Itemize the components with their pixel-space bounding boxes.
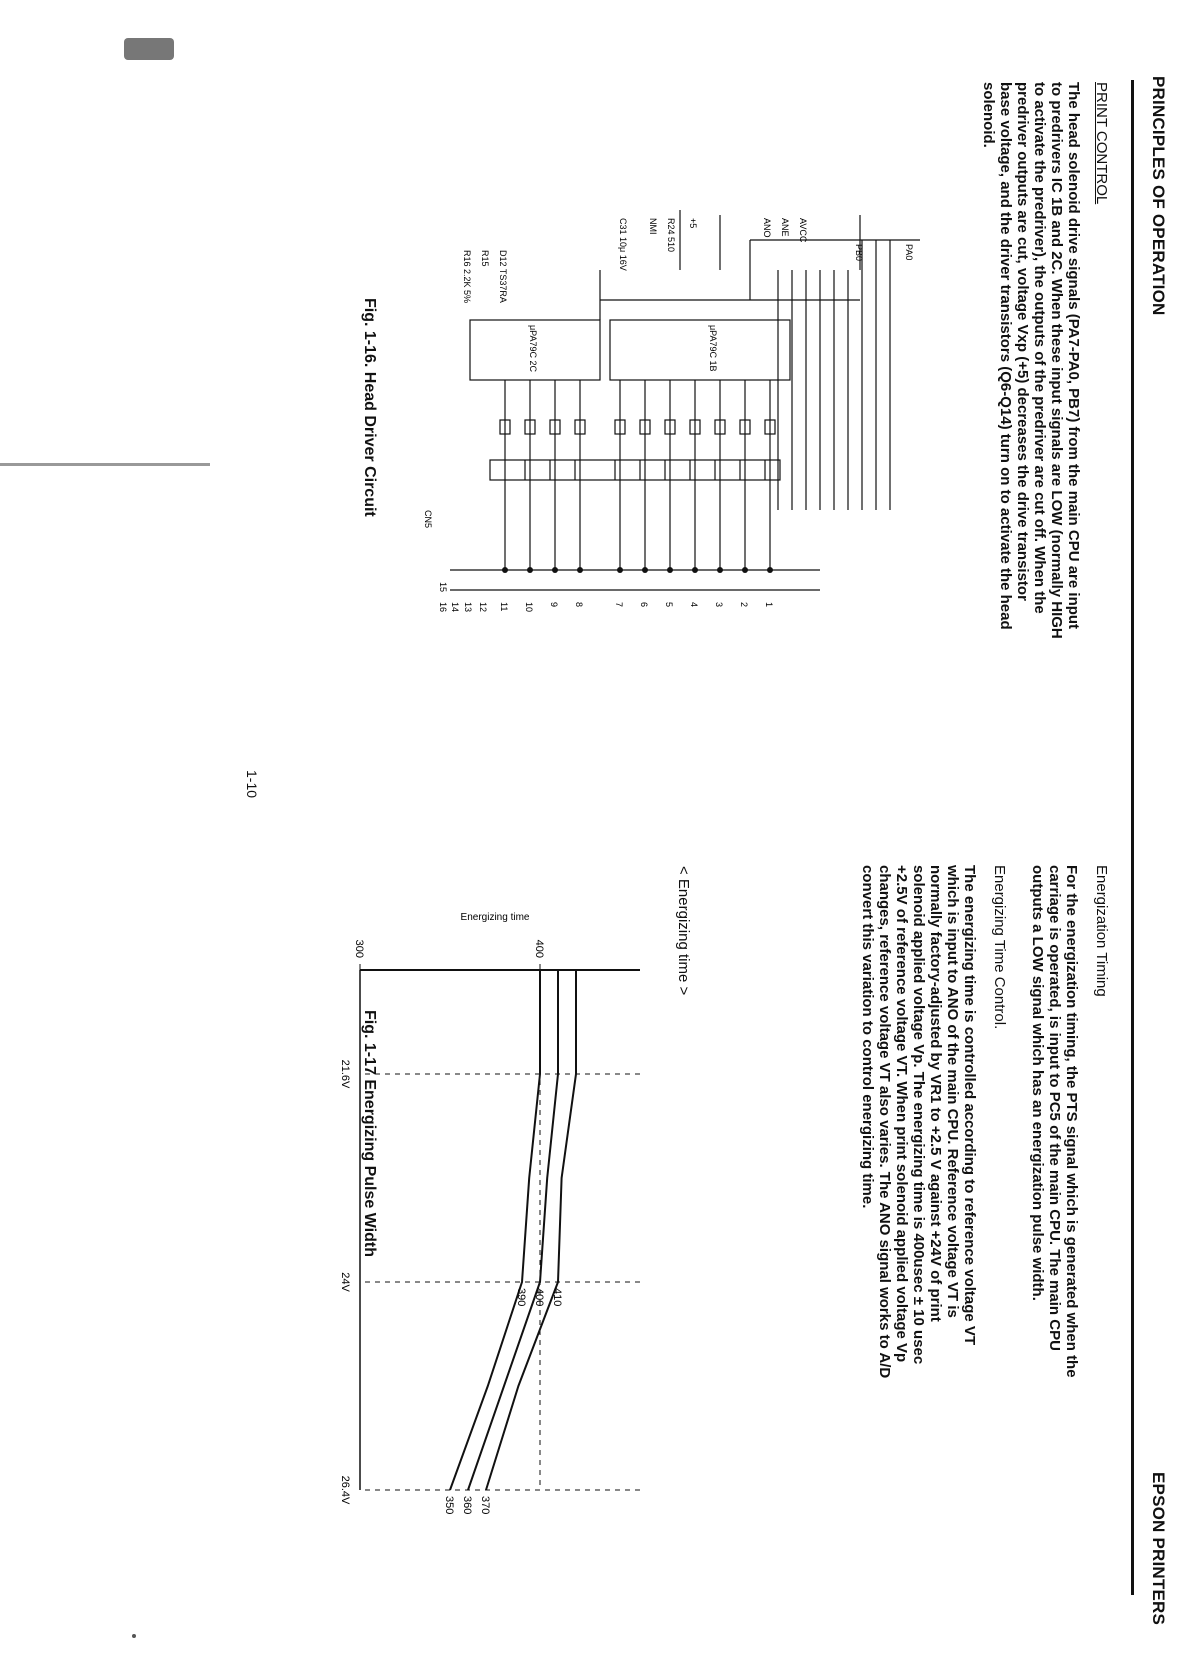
chart-title: < Energizing time > xyxy=(675,866,692,996)
print-control-text xyxy=(980,82,1082,777)
text-line: to activate the predriver), the outputs of the predriver are cut off. When the xyxy=(1031,82,1048,614)
pin-label: 6 xyxy=(639,602,649,608)
label-pb0: PB0 xyxy=(854,244,864,262)
fig16-caption: Fig. 1-16. Head Driver Circuit xyxy=(361,298,378,517)
head-driver-schematic xyxy=(410,210,920,630)
y-axis-label: Energizing time xyxy=(460,912,530,923)
pin-label: 16 xyxy=(438,602,448,613)
pin-label: 2 xyxy=(739,602,749,608)
label-cn5: CN5 xyxy=(423,510,433,529)
text-line: normally factory-adjusted by VR1 to +2.5 V against +24V of print xyxy=(927,865,944,1322)
data-label: 350 xyxy=(443,1496,455,1515)
series-line-nominal xyxy=(468,970,558,1490)
pin-label: 4 xyxy=(689,602,699,608)
pin-label: 5 xyxy=(664,602,674,608)
series-line-upper xyxy=(486,970,576,1490)
pin-label: 9 xyxy=(549,602,559,608)
pin-label: 8 xyxy=(574,602,584,608)
print-control-heading: PRINT CONTROL xyxy=(1093,82,1110,205)
scan-artifact xyxy=(124,38,174,60)
x-tick-label: 24V xyxy=(339,1272,351,1292)
connector-pin-numbers xyxy=(438,582,774,612)
text-line: The head solenoid drive signals (PA7-PA0, PB7) from the main CPU are input xyxy=(1065,82,1082,630)
header-left: PRINCIPLES OF OPERATION xyxy=(1149,76,1168,316)
pin-label: 10 xyxy=(524,602,534,613)
pin-label: 7 xyxy=(614,602,624,608)
label-vcc: +5 xyxy=(688,218,698,229)
label-ic1: μPA79C 1B xyxy=(708,325,718,372)
text-line: outputs a LOW signal which has an energization pulse width. xyxy=(1029,865,1046,1301)
text-line: predriver outputs are cut, voltage Vxp (+5) decreases the drive transistor xyxy=(1014,82,1031,601)
x-tick-label: 26.4V xyxy=(339,1475,351,1505)
label-r24: R24 510 xyxy=(666,218,676,253)
pin-label: 13 xyxy=(463,602,473,613)
pin-label: 15 xyxy=(438,582,448,593)
pin-label: 12 xyxy=(478,602,488,613)
label-avcc: AVCC xyxy=(798,218,808,243)
text-line: solenoid applied voltage Vp. The energizing time is 400usec ± 10 usec xyxy=(910,865,927,1365)
energizing-time-control-heading: Energizing Time Control. xyxy=(991,865,1008,1030)
scan-artifact xyxy=(0,463,210,466)
data-label: 370 xyxy=(479,1496,491,1515)
header-rule xyxy=(1131,80,1134,1595)
label-pa0: PA0 xyxy=(904,244,914,261)
text-line: solenoid. xyxy=(980,82,997,148)
text-line: carriage is operated, is input to PC5 of the main CPU. The main CPU xyxy=(1046,865,1063,1351)
x-tick-label: 21.6V xyxy=(339,1059,351,1089)
pin-label: 14 xyxy=(450,602,460,613)
y-tick-label: 300 xyxy=(353,939,365,958)
text-line: which is input to ANO of the main CPU. Reference voltage VT is xyxy=(944,865,961,1318)
label-c31: C31 10μ 16V xyxy=(618,218,628,271)
energization-timing-heading: Energization Timing xyxy=(1093,865,1110,997)
data-label: 390 xyxy=(515,1288,527,1307)
label-nmi: NMI xyxy=(648,218,658,235)
pin-label: 11 xyxy=(499,602,509,612)
text-line: For the energization timing, the PTS signal which is generated when the xyxy=(1063,865,1080,1378)
y-tick-label: 400 xyxy=(533,939,545,958)
data-label: 360 xyxy=(461,1496,473,1515)
label-d12: D12 TS37RA xyxy=(498,250,508,303)
text-line: The energizing time is controlled according to reference voltage VT xyxy=(961,865,978,1346)
text-line: convert this variation to control energizing time. xyxy=(859,865,876,1209)
text-line: +2.5V of reference voltage VT. When print solenoid applied voltage Vp xyxy=(893,865,910,1363)
label-ano: ANO xyxy=(762,218,772,238)
label-ane: ANE xyxy=(780,218,790,237)
text-line: to predrivers IC 1B and 2C. When these input signals are LOW (normally HIGH xyxy=(1048,82,1065,639)
pin-label: 1 xyxy=(764,602,774,608)
label-r16: R16 2.2K 5% xyxy=(462,250,472,304)
energizing-time-control-text xyxy=(859,865,978,1520)
page-number: 1-10 xyxy=(244,770,260,799)
fig17-caption: Fig. 1-17 Energizing Pulse Width xyxy=(361,1010,378,1257)
text-line: base voltage, and the driver transistors (Q6-Q14) turn on to activate the head xyxy=(997,82,1014,630)
label-r15: R15 xyxy=(480,250,490,267)
scan-artifact xyxy=(132,1634,136,1638)
data-label: 410 xyxy=(551,1288,563,1307)
energizing-pulse-chart xyxy=(330,900,660,1515)
pin-label: 3 xyxy=(714,602,724,608)
data-label: 400 xyxy=(533,1288,545,1307)
header-right: EPSON PRINTERS xyxy=(1149,1472,1168,1625)
text-line: changes, reference voltage VT also varies. The ANO signal works to A/D xyxy=(876,865,893,1379)
label-ic2: μPA79C 2C xyxy=(528,325,538,373)
energization-timing-text xyxy=(1029,865,1080,1520)
